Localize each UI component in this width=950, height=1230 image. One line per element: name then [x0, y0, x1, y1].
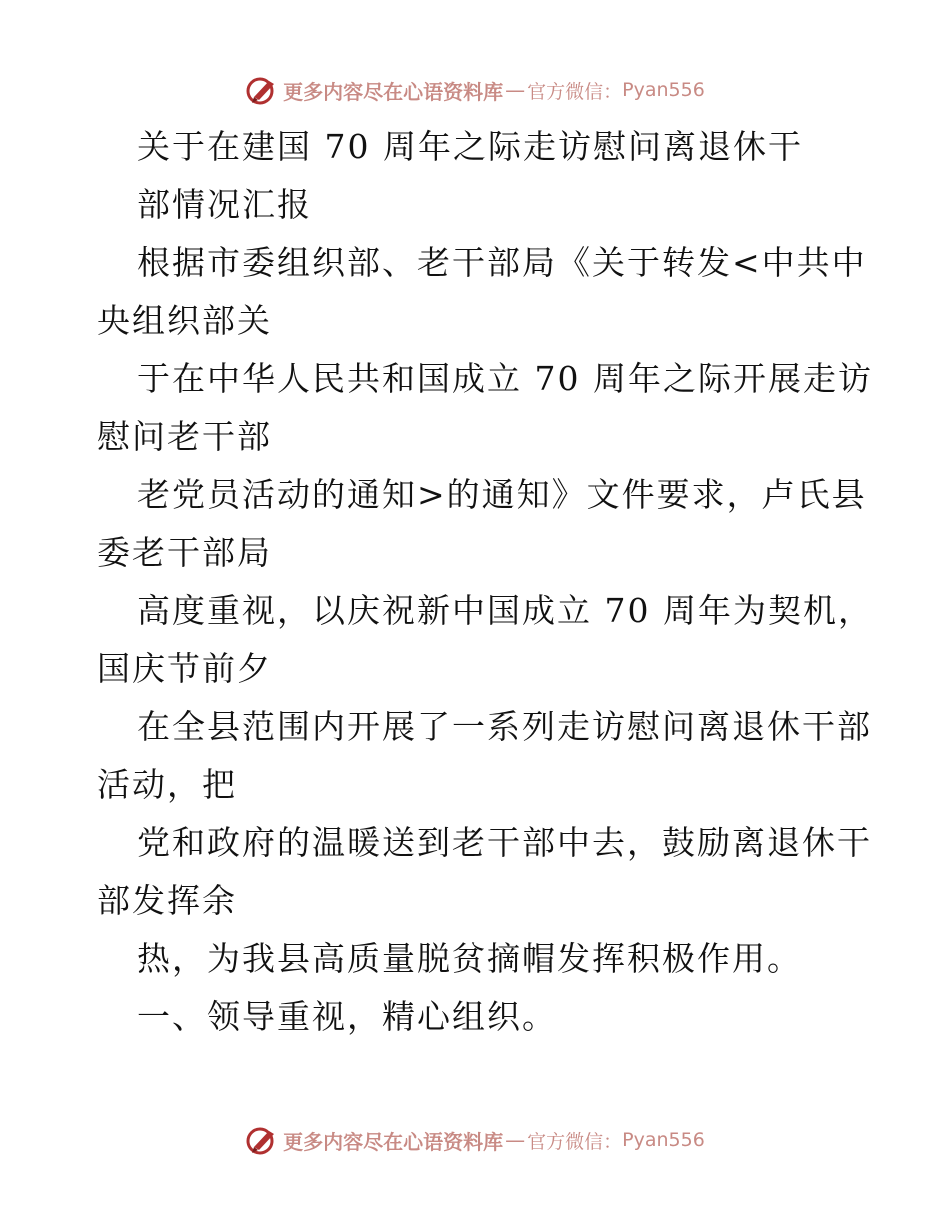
paragraph-line: 部发挥余	[97, 881, 237, 920]
paragraph-line: 委老干部局	[97, 533, 272, 572]
paragraph-line: 央组织部关	[97, 301, 272, 340]
watermark-site-text: 更多内容尽在心语资料库	[283, 79, 504, 104]
footer-watermark	[0, 1118, 950, 1162]
paragraph-line: 于在中华人民共和国成立 70 周年之际开展走访	[137, 359, 873, 398]
document-body	[97, 118, 877, 1046]
paragraph-line: 活动，把	[97, 765, 237, 804]
watermark-label: 官方微信：	[527, 1130, 623, 1153]
pen-logo-icon	[245, 73, 279, 107]
paragraph-line: 热，为我县高质量脱贫摘帽发挥积极作用。	[137, 939, 802, 978]
paragraph-line: 高度重视，以庆祝新中国成立 70 周年为契机，	[137, 591, 873, 630]
watermark-dash: —	[505, 78, 526, 102]
title-line-1: 关于在建国 70 周年之际走访慰问离退休干	[137, 127, 803, 166]
pen-logo-icon	[245, 1123, 279, 1157]
watermark-dash: —	[505, 1128, 526, 1152]
paragraph-line: 根据市委组织部、老干部局《关于转发<中共中	[137, 243, 867, 282]
header-watermark	[0, 68, 950, 112]
watermark-wechat-id: Pyan556	[622, 1129, 705, 1151]
paragraph-line: 老党员活动的通知>的通知》文件要求，卢氏县	[137, 475, 867, 514]
paragraph-line: 慰问老干部	[97, 417, 272, 456]
paragraph-line: 国庆节前夕	[97, 649, 272, 688]
watermark-label: 官方微信：	[527, 80, 623, 103]
watermark-site-text: 更多内容尽在心语资料库	[283, 1129, 504, 1154]
paragraph-line: 党和政府的温暖送到老干部中去，鼓励离退休干	[137, 823, 872, 862]
paragraph-line: 在全县范围内开展了一系列走访慰问离退休干部	[137, 707, 872, 746]
watermark-wechat-id: Pyan556	[622, 79, 705, 101]
section-heading: 一、领导重视，精心组织。	[137, 997, 557, 1036]
title-line-2: 部情况汇报	[137, 185, 312, 224]
